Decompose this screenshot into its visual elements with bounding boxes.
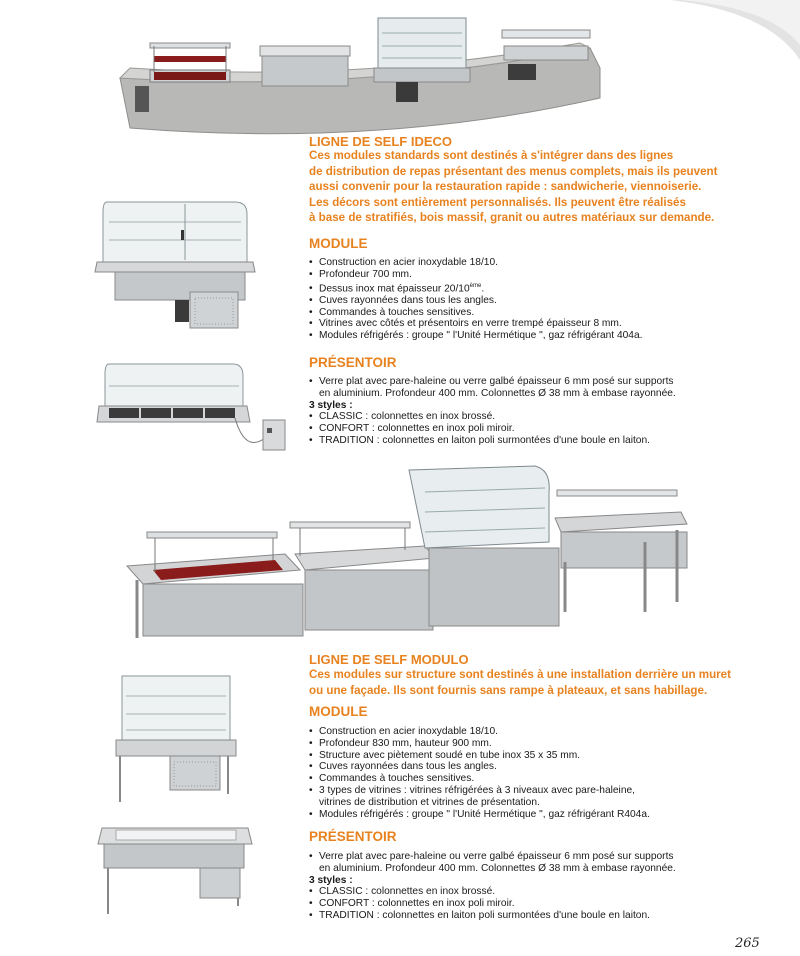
- ideco-intro-line: à base de stratifiés, bois massif, granit ou autres matériaux sur demande.: [309, 211, 715, 225]
- list-item: • Verre plat avec pare-haleine ou verre galbé épaisseur 6 mm posé sur supports: [309, 376, 674, 387]
- list-item: • 3 types de vitrines : vitrines réfrigérées à 3 niveaux avec pare-haleine,: [309, 784, 635, 796]
- list-item: • Verre plat avec pare-haleine ou verre galbé épaisseur 6 mm posé sur supports: [309, 851, 674, 862]
- modulo-module-heading: MODULE: [309, 704, 368, 719]
- modulo-module-illustration: [112, 664, 252, 804]
- list-item: • CLASSIC : colonnettes en inox brossé.: [309, 886, 496, 898]
- list-item: en aluminium. Profondeur 400 mm. Colonnettes Ø 38 mm à embase rayonnée.: [319, 862, 676, 874]
- list-item: • Vitrines avec côtés et présentoirs en verre trempé épaisseur 8 mm.: [309, 318, 622, 330]
- list-item: • TRADITION : colonnettes en laiton poli surmontées d'une boule en laiton.: [309, 909, 650, 921]
- list-item: • CLASSIC : colonnettes en inox brossé.: [309, 411, 496, 423]
- ideco-module-list: [309, 257, 642, 342]
- ideco-presentoir-heading: PRÉSENTOIR: [309, 355, 397, 370]
- modulo-presentoir-list: [309, 851, 676, 922]
- modulo-module-list: [309, 726, 650, 820]
- modulo-intro-line: Ces modules sur structure sont destinés à une installation derrière un muret: [309, 668, 731, 681]
- ideco-presentoir-list: [309, 376, 676, 447]
- corner-decoration: [670, 0, 800, 60]
- modulo-presentoir-illustration: [98, 818, 258, 918]
- list-item: • CONFORT : colonnettes en inox poli miroir.: [309, 423, 515, 435]
- list-item: • Commandes à touches sensitives.: [309, 306, 475, 318]
- ideco-presentoir-illustration: [95, 358, 295, 468]
- list-item: vitrines de distribution et vitrines de présentation.: [319, 796, 540, 808]
- ideco-intro-line: aussi convenir pour la restauration rapide : sandwicherie, viennoiserie.: [309, 180, 702, 194]
- list-item: • Modules réfrigérés : groupe " l'Unité Hermétique ", gaz réfrigérant 404a.: [309, 330, 643, 342]
- ideco-intro-line: de distribution de repas présentant des menus complets, mais ils peuvent: [309, 164, 718, 178]
- list-item: • Cuves rayonnées dans tous les angles.: [309, 294, 497, 306]
- ideco-module-heading: MODULE: [309, 236, 368, 251]
- list-item: • Profondeur 830 mm, hauteur 900 mm.: [309, 737, 492, 749]
- list-item: 3 styles :: [309, 874, 353, 886]
- modulo-presentoir-heading: PRÉSENTOIR: [309, 829, 397, 844]
- ideco-module-illustration: [95, 192, 265, 332]
- list-item: • Cuves rayonnées dans tous les angles.: [309, 761, 497, 773]
- list-item: • TRADITION : colonnettes en laiton poli surmontées d'une boule en laiton.: [309, 434, 650, 446]
- list-item: • Construction en acier inoxydable 18/10.: [309, 726, 498, 737]
- list-item: • Commandes à touches sensitives.: [309, 773, 475, 785]
- ideco-intro-line: Ces modules standards sont destinés à s'intégrer dans des lignes: [309, 149, 674, 162]
- modulo-title: LIGNE DE SELF MODULO: [309, 652, 469, 667]
- ideco-title: LIGNE DE SELF IDECO: [309, 134, 453, 149]
- modulo-line-illustration: [125, 462, 695, 642]
- list-item: en aluminium. Profondeur 400 mm. Colonnettes Ø 38 mm à embase rayonnée.: [319, 387, 676, 399]
- list-item: • Dessus inox mat épaisseur 20/10ème.: [309, 282, 485, 294]
- list-item: • Modules réfrigérés : groupe " l'Unité Hermétique ", gaz réfrigérant R404a.: [309, 808, 650, 820]
- ideco-intro: [309, 148, 717, 226]
- list-item: • CONFORT : colonnettes en inox poli miroir.: [309, 898, 515, 910]
- list-item: • Construction en acier inoxydable 18/10.: [309, 257, 498, 268]
- list-item: 3 styles :: [309, 399, 353, 411]
- ideco-intro-line: Les décors sont entièrement personnalisés. Ils peuvent être réalisés: [309, 195, 686, 209]
- list-item: • Profondeur 700 mm.: [309, 268, 412, 280]
- list-item: • Structure avec piètement soudé en tube inox 35 x 35 mm.: [309, 749, 581, 761]
- modulo-intro: [309, 667, 731, 698]
- modulo-intro-line: ou une façade. Ils sont fournis sans rampe à plateaux, et sans habillage.: [309, 683, 708, 697]
- page-number: 265: [735, 936, 760, 951]
